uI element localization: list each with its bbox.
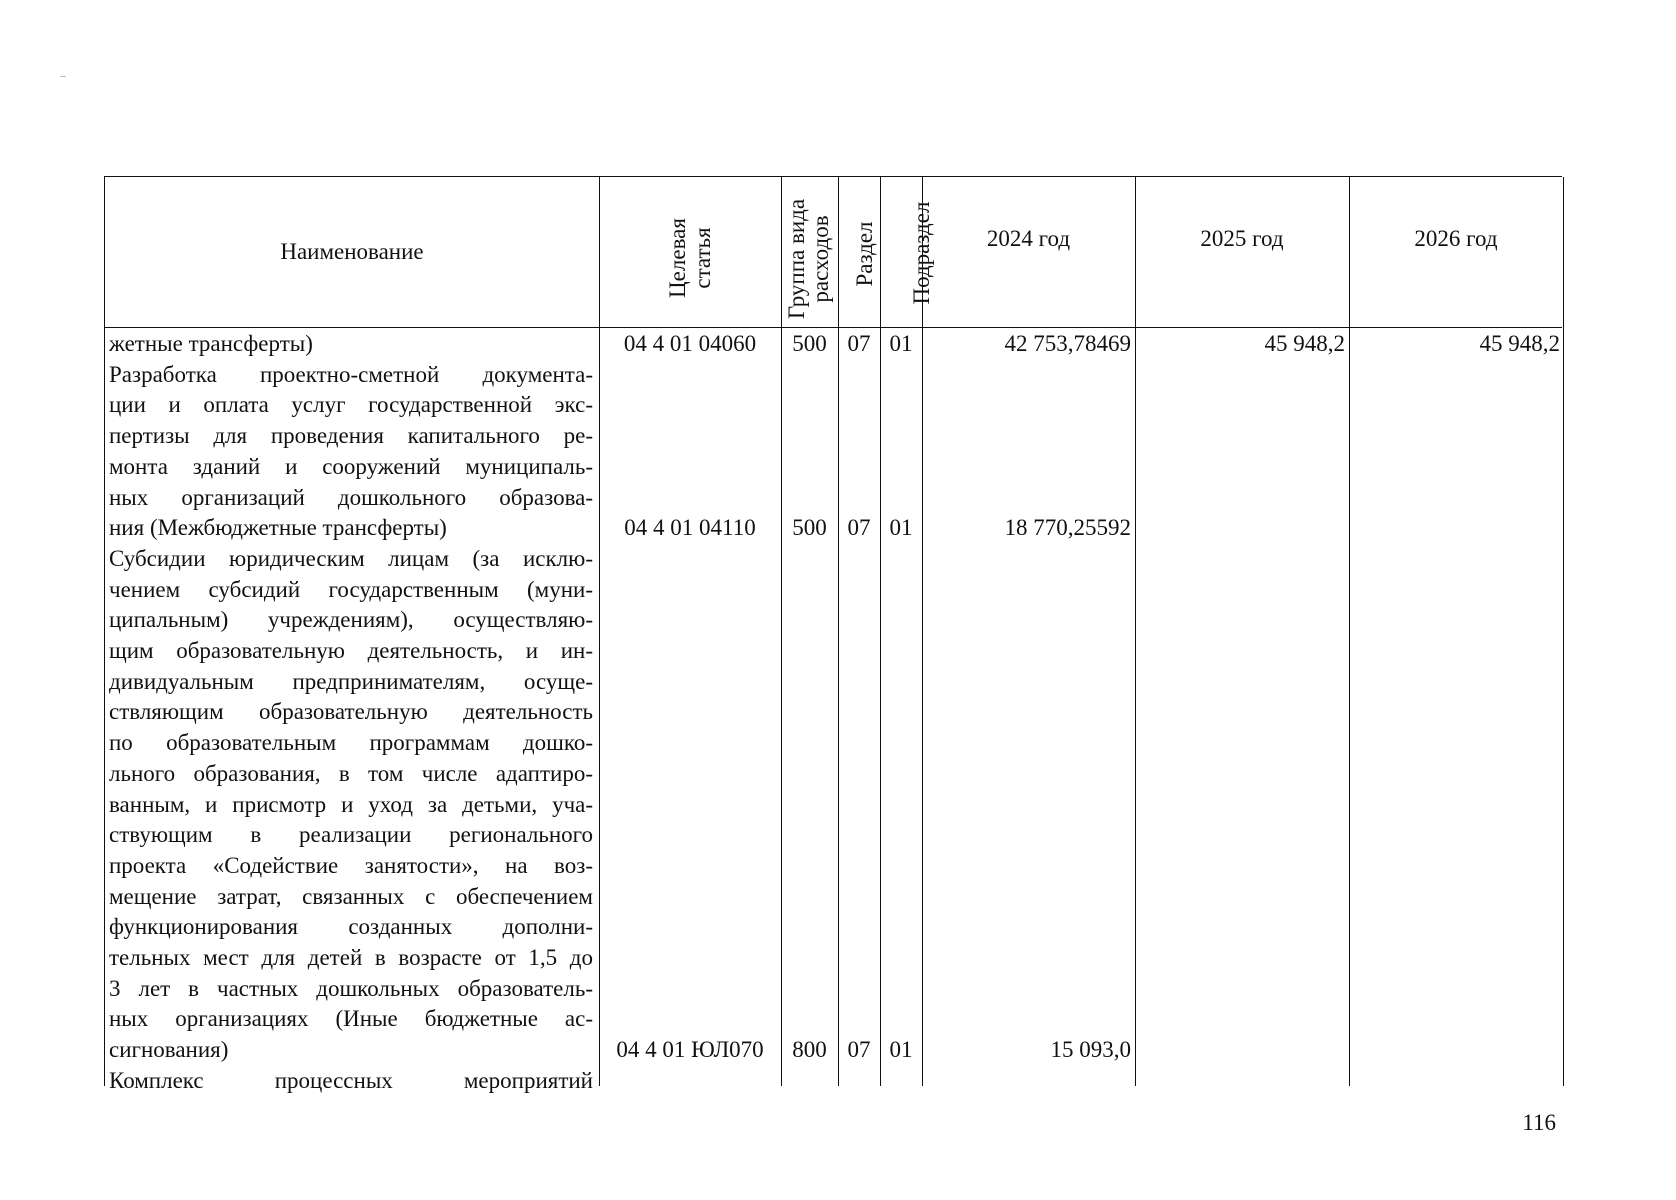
cell-section: 07 (847, 515, 871, 540)
name-line: ции и оплата услуг государственной экс- (109, 392, 593, 418)
cell-2024: 15 093,0 (1050, 1037, 1131, 1062)
name-line: ных организациях (Иные бюджетные ас- (109, 1006, 593, 1032)
cell-target-article: 04 4 01 ЮЛ070 (616, 1037, 764, 1062)
name-line: пертизы для проведения капитального ре- (109, 423, 593, 449)
name-line: тельных мест для детей в возрасте от 1,5 до (109, 945, 593, 971)
name-line: ствляющим образовательную деятельность (109, 699, 593, 725)
name-line: ных организаций дошкольного образова- (109, 484, 593, 510)
name-column-text (109, 329, 593, 1097)
cell-2024: 18 770,25592 (1004, 515, 1131, 540)
name-line: мещение затрат, связанных с обеспечением (109, 883, 593, 909)
name-line: ципальным) учреждениям), осуществляю- (109, 607, 593, 633)
column-divider (838, 177, 839, 1086)
header-rule (105, 327, 1562, 328)
name-line: чением субсидий государственным (муни- (109, 576, 593, 602)
column-divider (880, 177, 881, 1086)
header-2024: 2024 год (986, 226, 1071, 251)
name-line: жетные трансферты) (109, 331, 313, 356)
cell-expense-group: 500 (792, 515, 827, 540)
column-divider (1349, 177, 1350, 1086)
column-divider (1135, 177, 1136, 1086)
name-line: ствующим в реализации регионального (109, 822, 593, 848)
name-line: Комплекс процессных мероприятий (109, 1067, 593, 1093)
cell-2026: 45 948,2 (1479, 331, 1560, 356)
name-line: ванным, и присмотр и уход за детьми, уча- (109, 791, 593, 817)
cell-subsection: 01 (889, 515, 913, 540)
header-section: Раздел (851, 221, 877, 287)
cell-subsection: 01 (889, 331, 913, 356)
cell-section: 07 (847, 1037, 871, 1062)
column-divider (781, 177, 782, 1086)
cell-target-article: 04 4 01 04110 (624, 515, 756, 540)
name-line: Разработка проектно-сметной документа- (109, 361, 593, 387)
header-2026: 2026 год (1414, 226, 1498, 251)
column-divider (1563, 177, 1564, 1086)
cell-2025: 45 948,2 (1264, 331, 1345, 356)
header-subsection: Подраздел (908, 201, 934, 305)
header-name: Наименование (280, 239, 424, 264)
name-line: сигнования) (109, 1037, 229, 1063)
column-divider (599, 177, 600, 1086)
name-line: ния (Межбюджетные трансферты) (109, 515, 447, 541)
header-target-article: Целевая статья (665, 218, 715, 298)
cell-subsection: 01 (889, 1037, 913, 1062)
page-number: 116 (1522, 1110, 1556, 1135)
name-line: 3 лет в частных дошкольных образователь- (109, 975, 593, 1001)
name-line: функционирования созданных дополни- (109, 914, 593, 940)
header-expense-group: Группа вида расходов (784, 198, 833, 320)
name-line: монта зданий и сооружений муниципаль- (109, 453, 593, 479)
budget-table (104, 176, 1562, 1093)
header-2025: 2025 год (1200, 226, 1284, 251)
name-line: дивидуальным предпринимателям, осуще- (109, 668, 593, 694)
name-line: Субсидии юридическим лицам (за исклю- (109, 545, 593, 571)
name-line: льного образования, в том числе адаптиро- (109, 760, 593, 786)
cell-section: 07 (847, 331, 871, 356)
name-line: по образовательным программам дошко- (109, 730, 593, 756)
scan-mark (60, 76, 66, 77)
cell-expense-group: 500 (792, 331, 827, 356)
cell-expense-group: 800 (792, 1037, 827, 1062)
cell-2024: 42 753,78469 (1004, 331, 1131, 356)
name-line: щим образовательную деятельность, и ин- (109, 638, 593, 664)
name-line: проекта «Содействие занятости», на воз- (109, 852, 593, 878)
cell-target-article: 04 4 01 04060 (623, 331, 757, 356)
